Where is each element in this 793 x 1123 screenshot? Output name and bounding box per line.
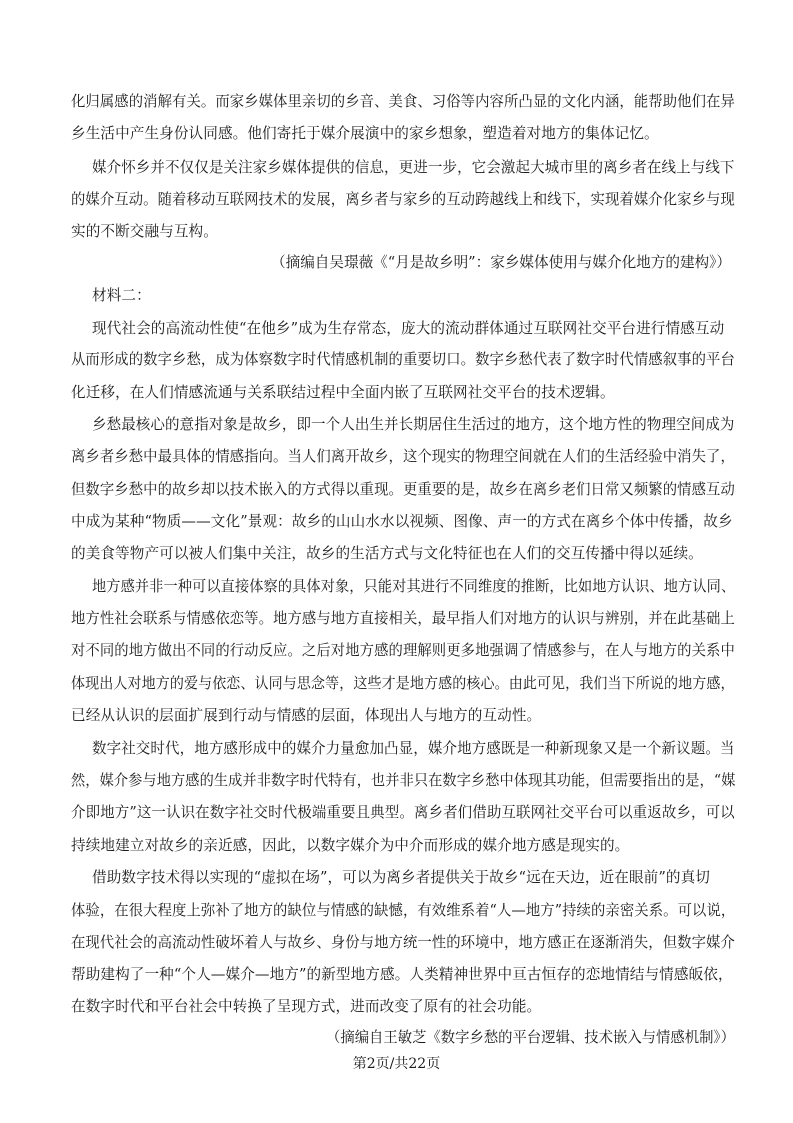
- body-line: 已经从认识的层面扩展到行动与情感的层面，体现出人与地方的互动性。: [71, 707, 542, 724]
- body-line: 但数字乡愁中的故乡却以技术嵌入的方式得以重现。更重要的是，故乡在离乡老们日常又频繁的情感互动: [71, 481, 735, 498]
- body-line: 然，媒介参与地方感的生成并非数字时代特有，也并非只在数字乡愁中体现其功能，但需要指出的是，“媒: [71, 772, 736, 789]
- body-line: 地方感并非一种可以直接体察的具体对象，只能对其进行不同维度的推断，比如地方认识、地方认同、: [92, 578, 736, 595]
- body-line: 的美食等物产可以被人们集中关注，故乡的生活方式与文化特征也在人们的交互传播中得以延续。: [71, 545, 703, 562]
- source-citation: （摘编自王敏芝《数字乡愁的平台逻辑、技术嵌入与情感机制》）: [326, 1029, 735, 1046]
- source-citation: （摘编自吴璟薇《“月是故乡明”：家乡媒体使用与媒介化地方的建构》）: [271, 254, 732, 271]
- body-line: 介即地方”这一认识在数字社交时代极端重要且典型。离乡者们借助互联网社交平台可以重返故乡，可以: [71, 804, 735, 821]
- body-line: 帮助建构了一种“个人—媒介—地方”的新型地方感。人类精神世界中亘古恒存的恋地情结与情感皈依，: [71, 966, 733, 983]
- body-line: 借助数字技术得以实现的“虚拟在场”，可以为离乡者提供关于故乡“远在天边，近在眼前”的真切: [92, 869, 710, 886]
- body-line: 在现代社会的高流动性破坏着人与故乡、身份与地方统一性的环境中，地方感正在逐渐消失，但数字媒介: [71, 934, 735, 951]
- body-line: 数字社交时代，地方感形成中的媒介力量愈加凸显，媒介地方感既是一种新现象又是一个新议题。当: [92, 740, 735, 757]
- body-line: 持续地建立对故乡的亲近感，因此，以数字媒介为中介而形成的媒介地方感是现实的。: [71, 837, 630, 854]
- body-line: 化迁移，在人们情感流通与关系联结过程中全面内嵌了互联网社交平台的技术逻辑。: [71, 384, 615, 401]
- body-line: 乡生活中产生身份认同感。他们寄托于媒介展演中的家乡想象，塑造着对地方的集体记忆。: [71, 125, 659, 142]
- body-line: 现代社会的高流动性使“在他乡”成为生存常态，庞大的流动群体通过互联网社交平台进行情感互动: [92, 320, 725, 337]
- body-line: 对不同的地方做出不同的行动反应。之后对地方感的理解则更多地强调了情感参与，在人与地方的关系中: [71, 642, 735, 659]
- body-line: 体现出人对地方的爱与依恋、认同与思念等，这些才是地方感的核心。由此可见，我们当下所说的地方感，: [71, 675, 735, 692]
- body-line: 媒介怀乡并不仅仅是关注家乡媒体提供的信息，更进一步，它会激起大城市里的离乡者在线上与线下: [92, 159, 735, 176]
- body-line: 化归属感的消解有关。而家乡媒体里亲切的乡音、美食、习俗等内容所凸显的文化内涵，能帮助他们在异: [71, 93, 735, 110]
- body-line: 的媒介互动。随着移动互联网技术的发展，离乡者与家乡的互动跨越线上和线下，实现着媒介化家乡与现: [71, 191, 735, 208]
- body-line: 实的不断交融与互构。: [71, 223, 218, 240]
- body-line: 从而形成的数字乡愁，成为体察数字时代情感机制的重要切口。数字乡愁代表了数字时代情感叙事的平台: [71, 351, 735, 368]
- section-heading: 材料二：: [92, 287, 151, 304]
- body-line: 在数字时代和平台社会中转换了呈现方式，进而改变了原有的社会功能。: [71, 998, 542, 1015]
- page-number: 第2页/共22页: [352, 1056, 441, 1072]
- body-line: 体验，在很大程度上弥补了地方的缺位与情感的缺憾，有效维系着“人—地方”持续的亲密关系。可以说，: [71, 902, 736, 919]
- body-line: 离乡者乡愁中最具体的情感指向。当人们离开故乡，这个现实的物理空间就在人们的生活经验中消失了，: [71, 448, 735, 465]
- body-line: 地方性社会联系与情感依恋等。地方感与地方直接相关，最早指人们对地方的认识与辨别，并在此基础上: [71, 610, 735, 627]
- body-line: 中成为某种“物质——文化”景观：故乡的山山水水以视频、图像、声一的方式在离乡个体中传播，故乡: [71, 513, 733, 530]
- body-line: 乡愁最核心的意指对象是故乡，即一个人出生并长期居住生活过的地方，这个地方性的物理空间成为: [92, 416, 735, 433]
